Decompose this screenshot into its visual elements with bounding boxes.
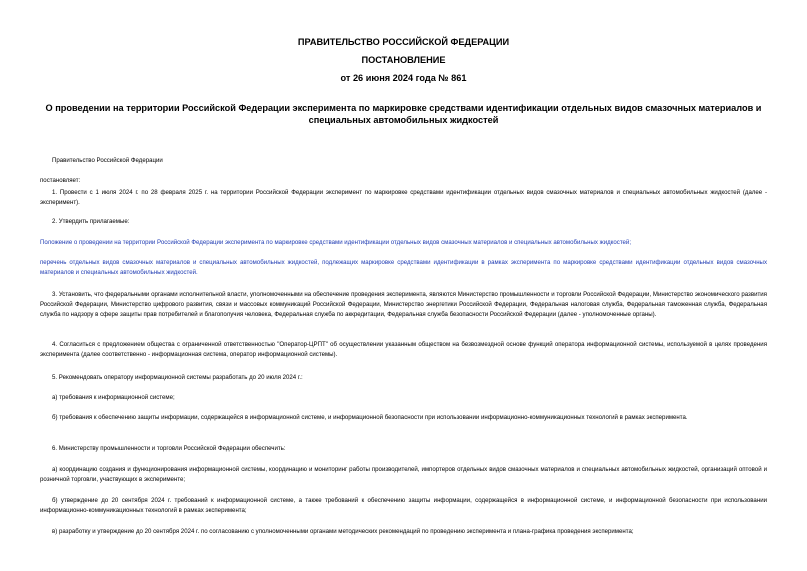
paragraph-item-4: 4. Согласиться с предложением общества с ограниченной ответственностью "Оператор-ЦРПТ" об осуществлении указанным обществом на безвозмездной основе функций оператора информационной системы, используемой в целях проведения эксперимента (далее соответственно - информационная система, оператор информационной системы). bbox=[40, 341, 767, 359]
document-type: ПОСТАНОВЛЕНИЕ bbox=[361, 55, 446, 65]
paragraph-item-6c: в) разработку и утверждение до 20 сентября 2024 г. по согласованию с уполномоченными органами методических рекомендаций по проведению эксперимента и плана-графика проведения эксперимента; bbox=[52, 528, 634, 535]
issuing-authority: ПРАВИТЕЛЬСТВО РОССИЙСКОЙ ФЕДЕРАЦИИ bbox=[297, 37, 510, 47]
product-list-link[interactable]: перечень отдельных видов смазочных материалов и специальных автомобильных жидкостей, подлежащих маркировке средствами идентификации в рамках эксперимента по маркировке средствами идентификации отдельных видов смазочных материалов и специальных автомобильных жидкостей. bbox=[40, 259, 767, 277]
paragraph-item-5: 5. Рекомендовать оператору информационной системы разработать до 20 июля 2024 г.: bbox=[52, 374, 303, 381]
paragraph-item-6: 6. Министерству промышленности и торговли Российской Федерации обеспечить: bbox=[52, 445, 286, 452]
paragraph-item-6a: а) координацию создания и функционирования информационной системы, координацию и мониторинг работы производителей, импортеров отдельных видов смазочных материалов и специальных автомобильных жидкостей, организаций оптовой и розничной торговли, участвующих в эксперименте; bbox=[40, 466, 767, 484]
paragraph-government: Правительство Российской Федерации bbox=[52, 157, 163, 164]
paragraph-item-2: 2. Утвердить прилагаемые: bbox=[52, 218, 130, 225]
document-date-number: от 26 июня 2024 года № 861 bbox=[340, 73, 467, 83]
document-title: О проведении на территории Российской Федерации эксперимента по маркировке средствами идентификации отдельных видов смазочных материалов и специальных автомобильных жидкостей bbox=[45, 103, 762, 125]
paragraph-item-5a: а) требования к информационной системе; bbox=[52, 394, 175, 401]
paragraph-item-1: 1. Провести с 1 июля 2024 г. по 28 февраля 2025 г. на территории Российской Федерации эксперимент по маркировке средствами идентификации отдельных видов смазочных материалов и специальных автомобильных жидкостей (далее - эксперимент). bbox=[40, 189, 767, 207]
regulation-link[interactable]: Положение о проведении на территории Российской Федерации эксперимента по маркировке средствами идентификации отдельных видов смазочных материалов и специальных автомобильных жидкостей; bbox=[40, 239, 632, 246]
paragraph-item-5b: б) требования к обеспечению защиты информации, содержащейся в информационной системе, и информационной безопасности при использовании информационно-коммуникационных технологий в рамках эксперимента. bbox=[52, 414, 688, 421]
paragraph-item-6b: б) утверждение до 20 сентября 2024 г. требований к информационной системе, а также требований к обеспечению защиты информации, содержащейся в информационной системе, и информационной безопасности при использовании информационно-коммуникационных технологий в рамках эксперимента; bbox=[40, 497, 767, 515]
paragraph-resolves: постановляет: bbox=[40, 177, 81, 184]
paragraph-item-3: 3. Установить, что федеральными органами исполнительной власти, уполномоченными на обеспечение проведения эксперимента, являются Министерство промышленности и торговли Российской Федерации, Министерство экономического развития Российской Федерации, Министерство цифрового развития, связи и массовых коммуникаций Российской Федерации, Министерство энергетики Российской Федерации, Федеральная налоговая служба, Федеральная таможенная служба, Федеральная служба по надзору в сфере защиты прав потребителей и благополучия человека, Федеральная служба по аккредитации, Федеральная служба безопасности Российской Федерации (далее - уполномоченные органы). bbox=[40, 291, 767, 319]
